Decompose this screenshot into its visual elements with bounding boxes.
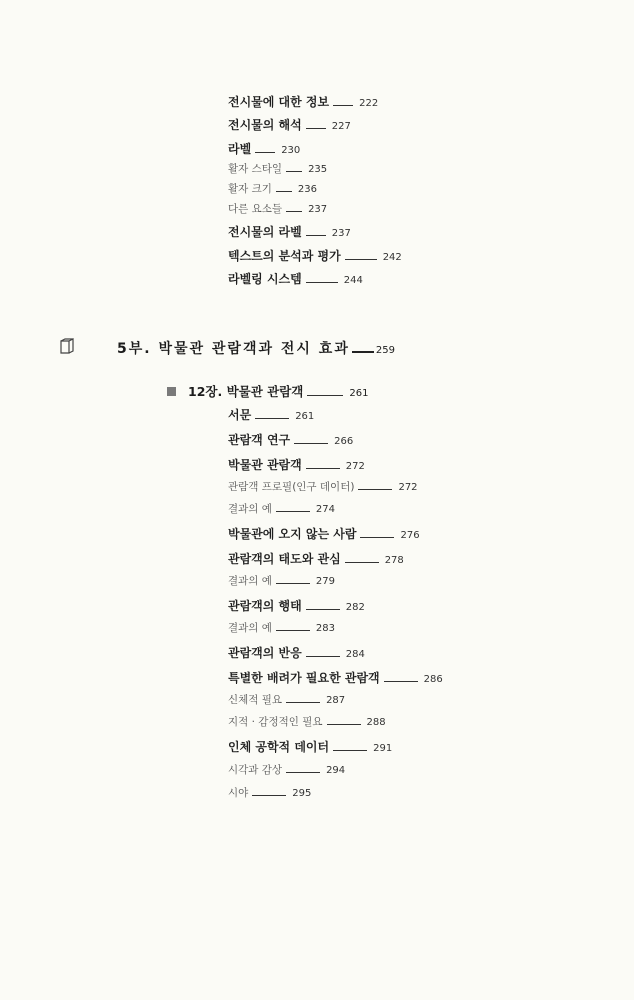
toc-entry bbox=[228, 143, 300, 156]
toc-entry bbox=[228, 765, 345, 776]
toc-page-number: 283 bbox=[315, 623, 336, 634]
chapter-page-number: 261 bbox=[349, 388, 369, 399]
toc-leader bbox=[276, 583, 310, 584]
toc-page-number: 274 bbox=[315, 504, 336, 515]
toc-entry bbox=[228, 434, 353, 447]
toc-entry bbox=[228, 576, 335, 587]
toc-page-number: 236 bbox=[297, 184, 318, 195]
toc-page-number: 294 bbox=[326, 765, 346, 776]
toc-leader bbox=[276, 630, 310, 631]
toc-leader bbox=[276, 191, 292, 192]
toc-entry bbox=[228, 600, 365, 613]
toc-entry bbox=[228, 741, 392, 754]
toc-entry-title: 다른 요소들 bbox=[228, 203, 283, 215]
toc-page-number: 286 bbox=[423, 674, 443, 685]
toc-page-number: 282 bbox=[345, 602, 365, 613]
toc-leader bbox=[306, 128, 326, 129]
toc-entry-title: 시야 bbox=[228, 787, 249, 799]
toc-entry-title: 시각과 감상 bbox=[228, 764, 283, 776]
toc-leader bbox=[306, 609, 340, 610]
toc-entry-title: 라벨 bbox=[228, 142, 252, 156]
toc-leader bbox=[255, 418, 289, 419]
toc-entry bbox=[228, 184, 317, 195]
toc-entry-title: 특별한 배려가 필요한 관람객 bbox=[228, 671, 380, 685]
toc-entry-title: 인체 공학적 데이터 bbox=[228, 740, 330, 754]
toc-entry-title: 전시물의 해석 bbox=[228, 118, 302, 132]
toc-entry-title: 결과의 예 bbox=[228, 622, 272, 634]
toc-entry-title: 결과의 예 bbox=[228, 575, 272, 587]
toc-page-number: 295 bbox=[292, 788, 312, 799]
toc-page-number: 237 bbox=[331, 228, 351, 239]
toc-page-number: 261 bbox=[295, 411, 315, 422]
toc-entry bbox=[228, 504, 335, 515]
toc-entry bbox=[228, 695, 345, 706]
toc-page-number: 272 bbox=[345, 461, 365, 472]
toc-entry-title: 활자 크기 bbox=[228, 183, 272, 195]
toc-entry bbox=[228, 482, 418, 493]
toc-entry-title: 관람객의 행태 bbox=[228, 599, 302, 613]
toc-leader bbox=[294, 443, 328, 444]
part-page-number: 259 bbox=[375, 345, 395, 356]
toc-page-number: 266 bbox=[334, 436, 354, 447]
toc-leader bbox=[306, 235, 326, 236]
part-leader bbox=[352, 351, 374, 353]
toc-leader bbox=[276, 511, 310, 512]
toc-entry-title: 전시물에 대한 정보 bbox=[228, 95, 330, 109]
toc-page-number: 272 bbox=[398, 482, 418, 493]
toc-page-number: 227 bbox=[331, 121, 351, 132]
toc-entry-title: 활자 스타일 bbox=[228, 163, 283, 175]
book-icon bbox=[60, 338, 74, 354]
toc-leader bbox=[327, 724, 361, 725]
toc-entry-title: 지적 · 감정적인 필요 bbox=[228, 716, 323, 728]
chapter-title: 12장. 박물관 관람객 bbox=[188, 384, 304, 399]
toc-page-number: 222 bbox=[359, 98, 379, 109]
part-heading bbox=[117, 338, 395, 358]
toc-entry bbox=[228, 226, 351, 239]
toc-entry bbox=[228, 788, 311, 799]
toc-leader bbox=[345, 562, 379, 563]
toc-entry bbox=[228, 204, 327, 215]
toc-entry-title: 관람객의 태도와 관심 bbox=[228, 552, 341, 566]
chapter-leader bbox=[307, 395, 343, 396]
toc-leader bbox=[333, 105, 353, 106]
toc-page-number: 242 bbox=[382, 252, 402, 263]
toc-entry-title: 서문 bbox=[228, 408, 252, 422]
toc-page-number: 244 bbox=[343, 275, 363, 286]
toc-leader bbox=[286, 171, 302, 172]
toc-leader bbox=[345, 259, 377, 260]
square-bullet-icon bbox=[167, 387, 176, 396]
toc-entry bbox=[228, 459, 365, 472]
part-title: 5부. 박물관 관람객과 전시 효과 bbox=[117, 341, 350, 357]
toc-page-number: 230 bbox=[281, 145, 301, 156]
toc-entry-title: 텍스트의 분석과 평가 bbox=[228, 249, 341, 263]
toc-entry-title: 결과의 예 bbox=[228, 503, 272, 515]
toc-entry-title: 전시물의 라벨 bbox=[228, 225, 302, 239]
toc-leader bbox=[306, 656, 340, 657]
toc-page-number: 284 bbox=[345, 649, 365, 660]
toc-leader bbox=[252, 795, 286, 796]
toc-entry-title: 신체적 필요 bbox=[228, 694, 283, 706]
toc-entry-title: 관람객 프로필(인구 데이터) bbox=[228, 481, 355, 493]
toc-entry bbox=[228, 250, 402, 263]
toc-page-number: 278 bbox=[384, 555, 404, 566]
toc-page-number: 235 bbox=[308, 164, 328, 175]
toc-page-number: 237 bbox=[308, 204, 328, 215]
toc-leader bbox=[333, 750, 367, 751]
toc-entry bbox=[228, 553, 404, 566]
toc-page-number: 276 bbox=[400, 530, 420, 541]
toc-leader bbox=[306, 282, 338, 283]
toc-entry bbox=[228, 119, 351, 132]
toc-page-number: 279 bbox=[315, 576, 336, 587]
toc-entry-title: 관람객의 반응 bbox=[228, 646, 302, 660]
toc-entry-title: 박물관에 오지 않는 사람 bbox=[228, 527, 357, 541]
toc-entry-title: 박물관 관람객 bbox=[228, 458, 302, 472]
toc-entry bbox=[228, 528, 420, 541]
toc-entry bbox=[228, 717, 386, 728]
toc-entry bbox=[228, 409, 314, 422]
toc-entry-title: 라벨링 시스템 bbox=[228, 272, 302, 286]
chapter-heading bbox=[167, 382, 368, 400]
toc-leader bbox=[384, 681, 418, 682]
toc-entry bbox=[228, 672, 443, 685]
toc-leader bbox=[286, 702, 320, 703]
toc-leader bbox=[286, 772, 320, 773]
toc-leader bbox=[255, 152, 275, 153]
toc-entry-title: 관람객 연구 bbox=[228, 433, 291, 447]
toc-leader bbox=[286, 211, 302, 212]
toc-page-number: 287 bbox=[326, 695, 346, 706]
toc-page-number: 291 bbox=[373, 743, 393, 754]
toc-leader bbox=[358, 489, 392, 490]
toc-entry bbox=[228, 96, 378, 109]
toc-page-number: 288 bbox=[366, 717, 386, 728]
toc-leader bbox=[360, 537, 394, 538]
toc-entry bbox=[228, 647, 365, 660]
toc-entry bbox=[228, 623, 335, 634]
toc-leader bbox=[306, 468, 340, 469]
toc-entry bbox=[228, 273, 363, 286]
toc-entry bbox=[228, 164, 327, 175]
